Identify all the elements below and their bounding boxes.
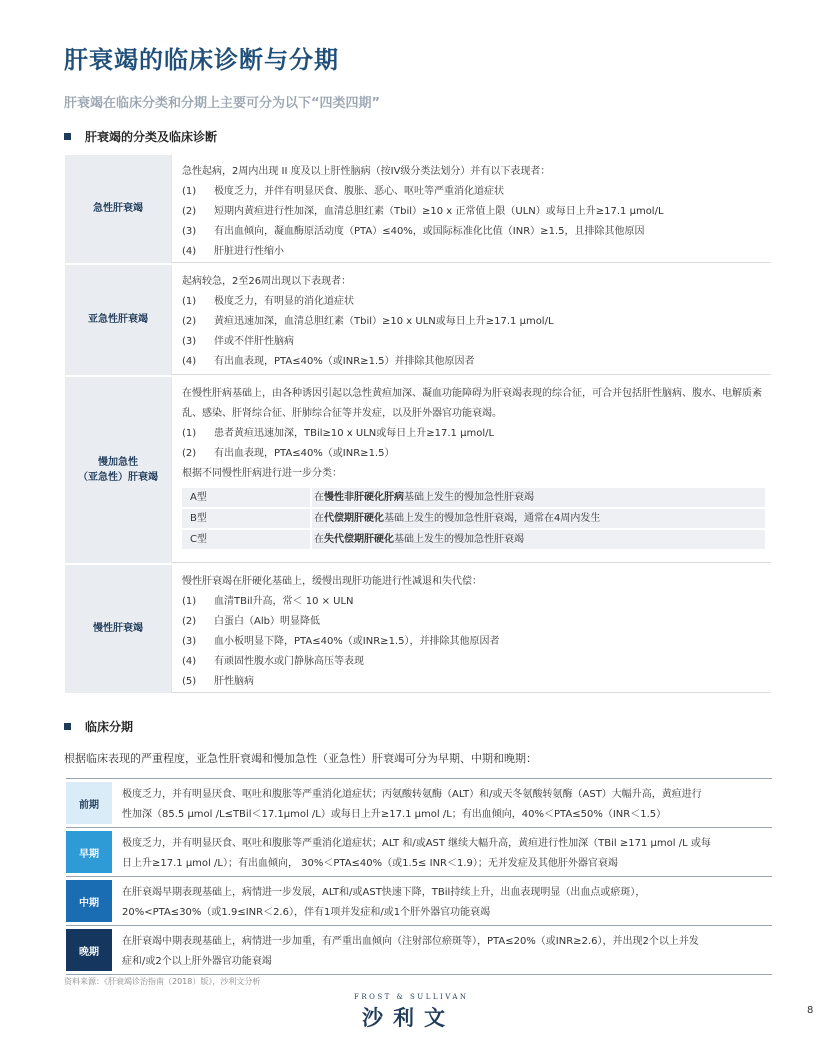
- list-item: (2) 黄疸迅速加深，血清总胆红素（Tbil）≥10 x ULN或每日上升≥17.1 μmol/L: [182, 316, 554, 327]
- stage-row: [66, 926, 772, 975]
- list-item: (4) 肝脏进行性缩小: [182, 246, 284, 257]
- page-subtitle: 肝衰竭在临床分类和分期上主要可分为以下“四类四期”: [64, 96, 381, 111]
- list-item: (3) 伴或不伴肝性脑病: [182, 336, 294, 347]
- list-item: (1) 血清TBil升高，常＜ 10 × ULN: [182, 596, 354, 607]
- subtype-desc: 在代偿期肝硬化基础上发生的慢加急性肝衰竭，通常在4周内发生: [312, 509, 765, 528]
- subtype-desc: 在失代偿期肝硬化基础上发生的慢加急性肝衰竭: [312, 530, 765, 549]
- section-heading-classification: [64, 128, 217, 145]
- stage-row: [66, 828, 772, 877]
- list-item: (3) 有出血倾向，凝血酶原活动度（PTA）≤40%，或国际标准化比值（INR）≥1.5，且排除其他原因: [182, 226, 645, 237]
- section-heading-staging: [64, 718, 133, 735]
- stage-description: 极度乏力，并有明显厌食、呕吐和腹胀等严重消化道症状；ALT 和/或AST 继续大幅升高，黄疸进行性加深（TBil ≥171 μmol /L 或每 日上升≥17.1 μmol /L）；有出血倾向， 30%＜PTA≤40%（或1.5≤ INR＜1.9）；无并发症及其他肝外器官衰竭: [122, 838, 711, 869]
- subtype-note: 根据不同慢性肝病进行进一步分类：: [182, 468, 342, 479]
- row-label: 慢性肝衰竭: [65, 565, 171, 693]
- list-item: (1) 极度乏力，有明显的消化道症状: [182, 296, 354, 307]
- list-item: (4) 有顽固性腹水或门静脉高压等表现: [182, 656, 364, 667]
- stage-row: [66, 779, 772, 828]
- row-label-line1: 慢加急性: [98, 456, 138, 468]
- row-content: [171, 565, 771, 693]
- subtype-row: [182, 509, 765, 528]
- row-label: 急性肝衰竭: [65, 155, 171, 263]
- row-label: 亚急性肝衰竭: [65, 265, 171, 375]
- subtype-name: A型: [182, 488, 310, 507]
- subtype-name: B型: [182, 509, 310, 528]
- list-item: (3) 血小板明显下降，PTA≤40%（或INR≥1.5），并排除其他原因者: [182, 636, 500, 647]
- subtype-name: C型: [182, 530, 310, 549]
- table-row: [65, 565, 771, 695]
- row-label: [65, 377, 171, 563]
- table-row: [65, 377, 771, 565]
- stage-label: 中期: [66, 880, 112, 922]
- square-bullet-icon: [64, 133, 71, 140]
- page-number: 8: [807, 1005, 814, 1016]
- stage-row: [66, 877, 772, 926]
- stage-label: 前期: [66, 782, 112, 824]
- section-heading-text: 临床分期: [85, 720, 134, 734]
- list-item: (2) 白蛋白（Alb）明显降低: [182, 616, 320, 627]
- frost-sullivan-logo-text: FROST & SULLIVAN: [354, 993, 469, 1001]
- row-intro: 起病较急，2至26周出现以下表现者：: [182, 276, 352, 287]
- source-note: 资料来源：《肝衰竭诊治指南（2018）版》，沙利文分析: [64, 977, 261, 986]
- row-content: [171, 377, 771, 563]
- list-item: (2) 有出血表现，PTA≤40%（或INR≥1.5）: [182, 448, 395, 459]
- subtype-row: [182, 530, 765, 549]
- table-row: [65, 265, 771, 377]
- subtype-row: [182, 488, 765, 507]
- section-heading-text: 肝衰竭的分类及临床诊断: [85, 130, 218, 144]
- list-item: (1) 极度乏力，并伴有明显厌食、腹胀、恶心、呕吐等严重消化道症状: [182, 186, 504, 197]
- staging-intro: 根据临床表现的严重程度，亚急性肝衰竭和慢加急性（亚急性）肝衰竭可分为早期、中期和晚期：: [64, 752, 537, 765]
- row-content: [171, 265, 771, 375]
- list-item: (5) 肝性脑病: [182, 676, 254, 687]
- list-item: (4) 有出血表现，PTA≤40%（或INR≥1.5）并排除其他原因者: [182, 356, 475, 367]
- row-content: [171, 155, 771, 263]
- row-intro: 在慢性肝病基础上，由各种诱因引起以急性黄疸加深、凝血功能障碍为肝衰竭表现的综合征，可合并包括肝性脑病、腹水、电解质紊乱、感染、肝肾综合征、肝肺综合征等并发症，以及肝外器官功能衰竭。: [182, 388, 762, 419]
- row-intro: 急性起病，2周内出现 II 度及以上肝性脑病（按IV级分类法划分）并有以下表现者：: [182, 166, 551, 177]
- stage-label: 早期: [66, 831, 112, 873]
- stage-description: 在肝衰竭中期表现基础上，病情进一步加重，有严重出血倾向（注射部位瘀斑等），PTA≤20%（或INR≥2.6），并出现2个以上并发 症和/或2个以上肝外器官功能衰竭: [122, 936, 699, 967]
- list-item: (2) 短期内黄疸进行性加深，血清总胆红素（Tbil）≥10 x 正常值上限（ULN）或每日上升≥17.1 μmol/L: [182, 206, 664, 217]
- sullivan-logo: 沙利文: [362, 1006, 455, 1030]
- classification-table: [65, 155, 771, 695]
- subtype-desc: 在慢性非肝硬化肝病基础上发生的慢加急性肝衰竭: [312, 488, 765, 507]
- staging-table: [66, 778, 772, 975]
- square-bullet-icon: [64, 723, 71, 730]
- list-item: (1) 患者黄疸迅速加深，TBil≥10 x ULN或每日上升≥17.1 μmol/L: [182, 428, 495, 439]
- row-intro: 慢性肝衰竭在肝硬化基础上，缓慢出现肝功能进行性减退和失代偿：: [182, 576, 482, 587]
- stage-label: 晚期: [66, 929, 112, 971]
- page-title: 肝衰竭的临床诊断与分期: [64, 46, 339, 74]
- row-label-line2: （亚急性）肝衰竭: [78, 472, 158, 483]
- stage-description: 极度乏力，并有明显厌食、呕吐和腹胀等严重消化道症状；丙氨酸转氨酶（ALT）和/或天冬氨酸转氨酶（AST）大幅升高，黄疸进行 性加深（85.5 μmol /L≤TBil＜17.1μmol /L）或每日上升≥17.1 μmol /L；有出血倾向，40%＜PTA≤50%（INR＜1.5）: [122, 789, 702, 820]
- table-row: [65, 155, 771, 265]
- stage-description: 在肝衰竭早期表现基础上，病情进一步发展，ALT和/或AST快速下降，TBil持续上升，出血表现明显（出血点或瘀斑）， 20%<PTA≤30%（或1.9≤INR＜2.6），伴有1项并发症和/或1个肝外器官功能衰竭: [122, 887, 646, 918]
